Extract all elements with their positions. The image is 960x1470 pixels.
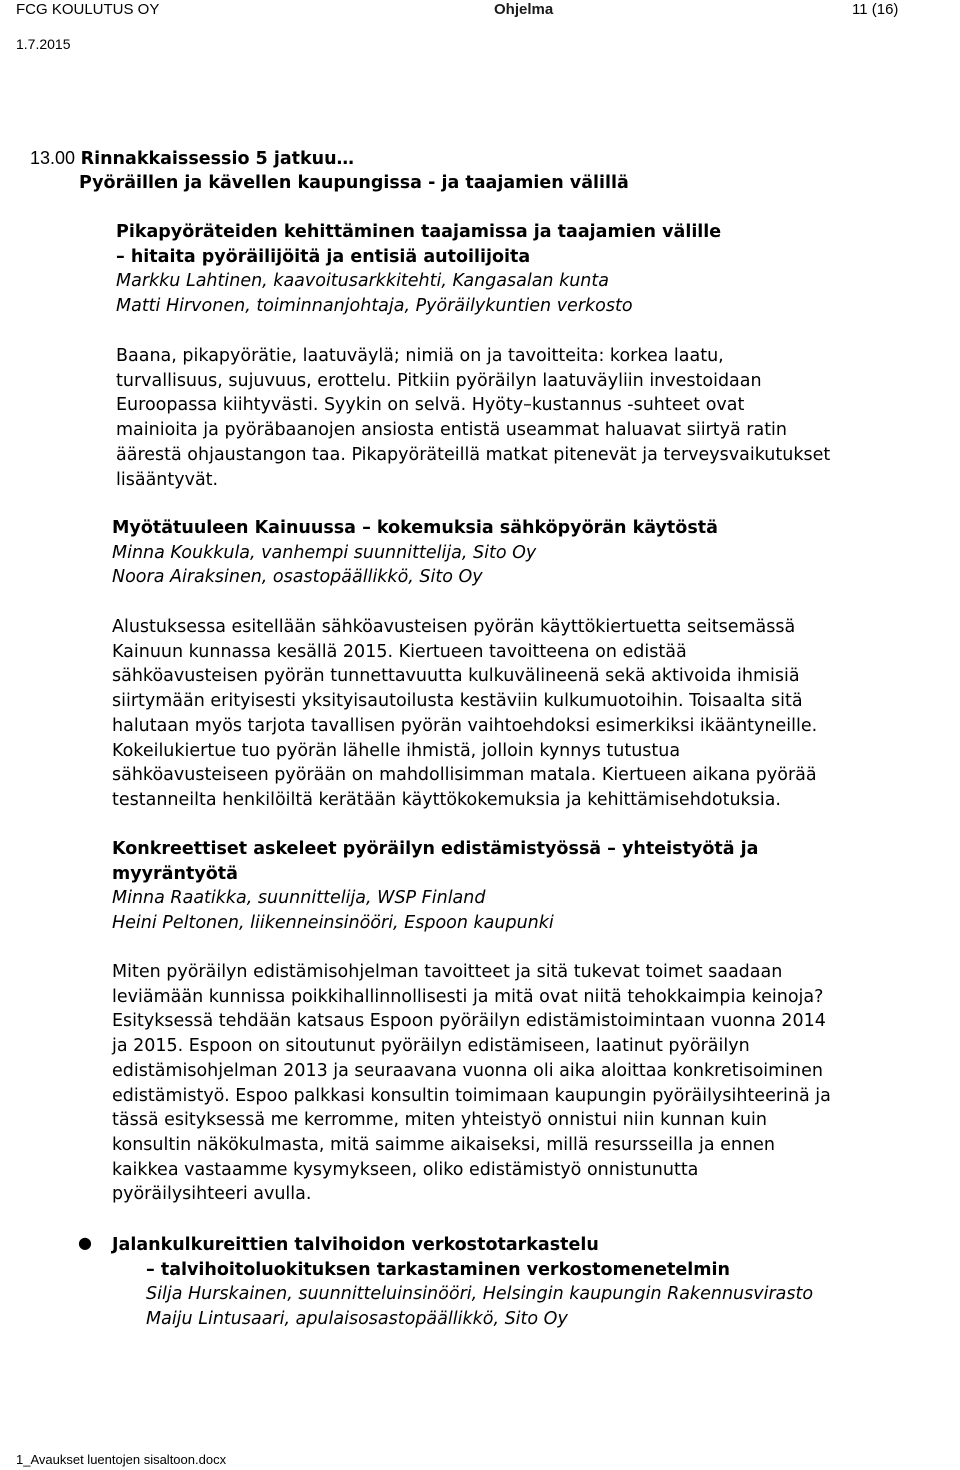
abstract-line: pyöräilysihteeri avulla. bbox=[112, 1184, 312, 1205]
abstract-line: Euroopassa kiihtyvästi. Syykin on selvä. Hyöty–kustannus -suhteet ovat bbox=[116, 395, 745, 416]
talk-1 bbox=[116, 220, 721, 319]
abstract-line: ja 2015. Espoon on sitoutunut pyöräilyn edistämiseen, laatinut pyöräilyn bbox=[112, 1036, 750, 1057]
speaker: Minna Koukkula, vanhempi suunnittelija, Sito Oy bbox=[112, 542, 537, 563]
talk-title-line: – hitaita pyöräilijöitä ja entisiä autoilijoita bbox=[116, 246, 531, 267]
session-heading bbox=[30, 146, 354, 172]
footer-filename: 1_Avaukset luentojen sisaltoon.docx bbox=[16, 1452, 227, 1467]
abstract-line: halutaan myös tarjota tavallisen pyörän vaihtoehdoksi esimerkiksi ikääntyneille. bbox=[112, 715, 818, 736]
abstract-line: lisääntyvät. bbox=[116, 469, 219, 490]
abstract-line: sähköavusteiseen pyörään on mahdollisimman matala. Kiertueen aikana pyörää bbox=[112, 765, 817, 786]
session-subtitle: Pyöräillen ja kävellen kaupungissa - ja taajamien välillä bbox=[79, 173, 629, 193]
abstract-line: siirtymään erityisesti yksityisautoilusta kestäviin kulkumuotoihin. Toisaalta sitä bbox=[112, 691, 803, 712]
talk-title-line: Jalankulkureittien talvihoidon verkostotarkastelu bbox=[112, 1235, 599, 1255]
speaker: Maiju Lintusaari, apulaisosastopäällikkö, Sito Oy bbox=[146, 1309, 568, 1330]
talk-1-abstract bbox=[116, 344, 830, 492]
talk-2 bbox=[112, 516, 718, 590]
abstract-line: Kainuun kunnassa kesällä 2015. Kiertueen tavoitteena on edistää bbox=[112, 641, 687, 662]
speaker: Minna Raatikka, suunnittelija, WSP Finland bbox=[112, 888, 486, 909]
talk-title-line: myyräntyötä bbox=[112, 863, 238, 884]
abstract-line: edistämistyö. Espoo palkkasi konsultin toimimaan kaupungin pyöräilysihteerinä ja bbox=[112, 1085, 831, 1106]
header-date: 1.7.2015 bbox=[16, 36, 71, 52]
abstract-line: konsultin näkökulmasta, mitä saimme aikaiseksi, millä resursseilla ja ennen bbox=[112, 1134, 775, 1155]
abstract-line: tässä esityksessä me kerromme, miten yhteistyö onnistui niin kunnan kuin bbox=[112, 1110, 767, 1131]
abstract-line: turvallisuus, sujuvuus, erottelu. Pitkiin pyöräilyn laatuväyliin investoidaan bbox=[116, 370, 762, 391]
session-time: 13.00 bbox=[30, 148, 76, 168]
abstract-line: mainioita ja pyöräbaanojen ansiosta entistä useammat haluavat siirtyä ratin bbox=[116, 420, 788, 441]
bullet-icon: ● bbox=[78, 1233, 92, 1252]
abstract-line: kaikkea vastaamme kysymykseen, oliko edistämistyö onnistunutta bbox=[112, 1159, 699, 1180]
talk-title-line: Myötätuuleen Kainuussa – kokemuksia sähköpyörän käytöstä bbox=[112, 518, 718, 538]
header-page-number: 11 (16) bbox=[852, 1, 899, 18]
speaker: Heini Peltonen, liikenneinsinööri, Espoon kaupunki bbox=[112, 913, 554, 934]
abstract-line: testanneilta henkilöiltä kerätään käyttökokemuksia ja kehittämisehdotuksia. bbox=[112, 789, 781, 810]
session-title: Rinnakkaissessio 5 jatkuu… bbox=[80, 149, 355, 169]
speaker: Matti Hirvonen, toiminnanjohtaja, Pyöräilykuntien verkosto bbox=[116, 296, 633, 317]
talk-3-abstract bbox=[112, 960, 831, 1207]
header-doc-title: Ohjelma bbox=[494, 1, 554, 18]
talk-title-line: Konkreettiset askeleet pyöräilyn edistämistyössä – yhteistyötä ja bbox=[112, 839, 759, 859]
talk-4 bbox=[112, 1233, 813, 1332]
abstract-line: Esityksessä tehdään katsaus Espoon pyöräilyn edistämistoimintaan vuonna 2014 bbox=[112, 1011, 826, 1032]
abstract-line: sähköavusteisen pyörän tunnettavuutta kulkuvälineenä sekä aktivoida ihmisiä bbox=[112, 666, 800, 687]
header-org: FCG KOULUTUS OY bbox=[16, 1, 160, 18]
abstract-line: leviämään kunnissa poikkihallinnollisesti ja mitä ovat niitä tehokkaimpia keinoja? bbox=[112, 986, 824, 1007]
abstract-line: Kokeilukiertue tuo pyörän lähelle ihmistä, jolloin kynnys tutustua bbox=[112, 740, 681, 761]
abstract-line: äärestä ohjaustangon taa. Pikapyöräteillä matkat pitenevät ja terveysvaikutukset bbox=[116, 444, 831, 465]
speaker: Noora Airaksinen, osastopäällikkö, Sito Oy bbox=[112, 567, 483, 588]
talk-2-abstract bbox=[112, 615, 817, 813]
talk-title-line: – talvihoitoluokituksen tarkastaminen verkostomenetelmin bbox=[146, 1259, 730, 1280]
speaker: Silja Hurskainen, suunnitteluinsinööri, Helsingin kaupungin Rakennusvirasto bbox=[146, 1284, 814, 1305]
talk-title-line: Pikapyöräteiden kehittäminen taajamissa ja taajamien välille bbox=[116, 222, 722, 242]
abstract-line: Miten pyöräilyn edistämisohjelman tavoitteet ja sitä tukevat toimet saadaan bbox=[112, 962, 783, 982]
abstract-line: Alustuksessa esitellään sähköavusteisen pyörän käyttökiertuetta seitsemässä bbox=[112, 617, 796, 637]
abstract-line: edistämisohjelman 2013 ja seuraavana vuonna oli aika aloittaa konkretisoiminen bbox=[112, 1060, 823, 1081]
speaker: Markku Lahtinen, kaavoitusarkkitehti, Kangasalan kunta bbox=[116, 271, 609, 292]
talk-3 bbox=[112, 837, 758, 936]
abstract-line: Baana, pikapyörätie, laatuväylä; nimiä on ja tavoitteita: korkea laatu, bbox=[116, 346, 724, 366]
